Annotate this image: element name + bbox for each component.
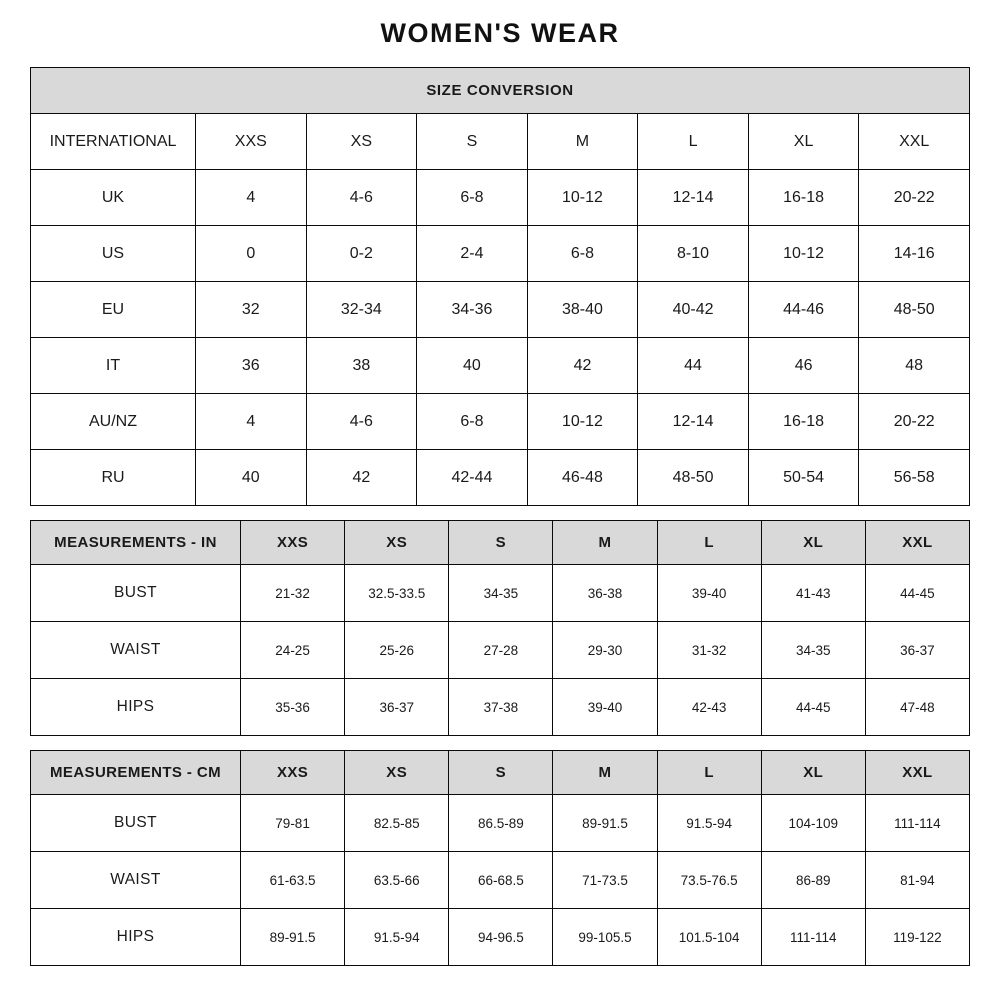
table-cell: 89-91.5 xyxy=(553,795,657,852)
table-cell: 34-35 xyxy=(449,565,553,622)
table-cell: 40-42 xyxy=(638,282,749,338)
table-row xyxy=(31,282,970,338)
table-cell: 27-28 xyxy=(449,622,553,679)
column-header: XL xyxy=(761,751,865,795)
table-cell: 12-14 xyxy=(638,394,749,450)
table-cell: 32-34 xyxy=(306,282,417,338)
table-cell: 2-4 xyxy=(417,226,528,282)
table-cell: 40 xyxy=(196,450,307,506)
table-cell: 104-109 xyxy=(761,795,865,852)
measurements-in-table xyxy=(30,520,970,736)
table-cell: 36-38 xyxy=(553,565,657,622)
table-cell: 66-68.5 xyxy=(449,852,553,909)
table-cell: 61-63.5 xyxy=(241,852,345,909)
table-cell: 6-8 xyxy=(417,394,528,450)
table-cell: 44-45 xyxy=(865,565,969,622)
table-cell: 71-73.5 xyxy=(553,852,657,909)
column-header: L xyxy=(657,751,761,795)
table-cell: 16-18 xyxy=(748,394,859,450)
table-cell: 99-105.5 xyxy=(553,909,657,966)
table-cell: 48-50 xyxy=(638,450,749,506)
table-cell: 111-114 xyxy=(761,909,865,966)
table-cell: 42-43 xyxy=(657,679,761,736)
measurements-cm-title: MEASUREMENTS - CM xyxy=(31,751,241,795)
table-cell: 44-46 xyxy=(748,282,859,338)
table-row xyxy=(31,170,970,226)
table-cell: 29-30 xyxy=(553,622,657,679)
table-cell: 6-8 xyxy=(527,226,638,282)
table-cell: 42 xyxy=(306,450,417,506)
table-cell: 34-35 xyxy=(761,622,865,679)
table-cell: 16-18 xyxy=(748,170,859,226)
table-cell: 39-40 xyxy=(657,565,761,622)
table-cell: 91.5-94 xyxy=(345,909,449,966)
table-cell: 44 xyxy=(638,338,749,394)
table-row xyxy=(31,679,970,736)
table-cell: 6-8 xyxy=(417,170,528,226)
table-cell: 44-45 xyxy=(761,679,865,736)
measurements-in-title: MEASUREMENTS - IN xyxy=(31,521,241,565)
table-cell: 89-91.5 xyxy=(241,909,345,966)
table-cell: 86-89 xyxy=(761,852,865,909)
column-header: L xyxy=(657,521,761,565)
column-header: XXS xyxy=(241,751,345,795)
column-header: INTERNATIONAL xyxy=(31,114,196,170)
table-row xyxy=(31,226,970,282)
size-conversion-banner: SIZE CONVERSION xyxy=(31,68,970,114)
table-cell: 91.5-94 xyxy=(657,795,761,852)
table-cell: 4-6 xyxy=(306,394,417,450)
table-cell: 50-54 xyxy=(748,450,859,506)
table-row xyxy=(31,450,970,506)
table-row xyxy=(31,622,970,679)
table-cell: 42 xyxy=(527,338,638,394)
table-cell: 32 xyxy=(196,282,307,338)
row-label: HIPS xyxy=(31,679,241,736)
table-cell: 48 xyxy=(859,338,970,394)
table-cell: 20-22 xyxy=(859,394,970,450)
table-row xyxy=(31,338,970,394)
table-cell: 4-6 xyxy=(306,170,417,226)
table-cell: 10-12 xyxy=(527,394,638,450)
table-cell: 73.5-76.5 xyxy=(657,852,761,909)
row-label: BUST xyxy=(31,795,241,852)
table-row xyxy=(31,114,970,170)
table-cell: 38 xyxy=(306,338,417,394)
table-row xyxy=(31,521,970,565)
table-cell: 36 xyxy=(196,338,307,394)
table-cell: 56-58 xyxy=(859,450,970,506)
page-title: WOMEN'S WEAR xyxy=(380,18,620,48)
table-cell: 101.5-104 xyxy=(657,909,761,966)
row-label: RU xyxy=(31,450,196,506)
table-cell: 21-32 xyxy=(241,565,345,622)
table-cell: 34-36 xyxy=(417,282,528,338)
table-cell: 94-96.5 xyxy=(449,909,553,966)
table-cell: 41-43 xyxy=(761,565,865,622)
table-cell: 38-40 xyxy=(527,282,638,338)
table-cell: 40 xyxy=(417,338,528,394)
column-header: XS xyxy=(306,114,417,170)
table-cell: 8-10 xyxy=(638,226,749,282)
size-conversion-table xyxy=(30,67,970,506)
row-label: UK xyxy=(31,170,196,226)
table-cell: 119-122 xyxy=(865,909,969,966)
table-cell: 25-26 xyxy=(345,622,449,679)
column-header: XXS xyxy=(196,114,307,170)
row-label: BUST xyxy=(31,565,241,622)
table-cell: 36-37 xyxy=(345,679,449,736)
row-label: WAIST xyxy=(31,852,241,909)
column-header: S xyxy=(449,751,553,795)
row-label: WAIST xyxy=(31,622,241,679)
table-cell: 10-12 xyxy=(748,226,859,282)
row-label: IT xyxy=(31,338,196,394)
table-cell: 20-22 xyxy=(859,170,970,226)
table-cell: 12-14 xyxy=(638,170,749,226)
column-header: XXL xyxy=(859,114,970,170)
column-header: M xyxy=(527,114,638,170)
table-cell: 39-40 xyxy=(553,679,657,736)
row-label: US xyxy=(31,226,196,282)
table-cell: 37-38 xyxy=(449,679,553,736)
table-cell: 0-2 xyxy=(306,226,417,282)
column-header: S xyxy=(417,114,528,170)
measurements-cm-table xyxy=(30,750,970,966)
table-cell: 63.5-66 xyxy=(345,852,449,909)
column-header: XXL xyxy=(865,521,969,565)
table-cell: 0 xyxy=(196,226,307,282)
column-header: S xyxy=(449,521,553,565)
row-label: EU xyxy=(31,282,196,338)
column-header: XXL xyxy=(865,751,969,795)
table-cell: 32.5-33.5 xyxy=(345,565,449,622)
column-header: L xyxy=(638,114,749,170)
column-header: XXS xyxy=(241,521,345,565)
column-header: XS xyxy=(345,521,449,565)
table-row xyxy=(31,565,970,622)
table-cell: 111-114 xyxy=(865,795,969,852)
table-cell: 36-37 xyxy=(865,622,969,679)
table-cell: 4 xyxy=(196,394,307,450)
table-cell: 35-36 xyxy=(241,679,345,736)
column-header: XL xyxy=(748,114,859,170)
table-cell: 46-48 xyxy=(527,450,638,506)
table-row xyxy=(31,751,970,795)
table-cell: 24-25 xyxy=(241,622,345,679)
row-label: AU/NZ xyxy=(31,394,196,450)
table-row xyxy=(31,394,970,450)
table-cell: 46 xyxy=(748,338,859,394)
column-header: XL xyxy=(761,521,865,565)
table-row xyxy=(31,795,970,852)
column-header: M xyxy=(553,521,657,565)
table-cell: 14-16 xyxy=(859,226,970,282)
table-cell: 31-32 xyxy=(657,622,761,679)
table-cell: 48-50 xyxy=(859,282,970,338)
table-cell: 47-48 xyxy=(865,679,969,736)
table-cell: 81-94 xyxy=(865,852,969,909)
table-cell: 79-81 xyxy=(241,795,345,852)
table-cell: 86.5-89 xyxy=(449,795,553,852)
table-cell: 82.5-85 xyxy=(345,795,449,852)
table-cell: 4 xyxy=(196,170,307,226)
row-label: HIPS xyxy=(31,909,241,966)
column-header: M xyxy=(553,751,657,795)
table-row xyxy=(31,909,970,966)
table-cell: 10-12 xyxy=(527,170,638,226)
table-row xyxy=(31,852,970,909)
table-cell: 42-44 xyxy=(417,450,528,506)
column-header: XS xyxy=(345,751,449,795)
table-row xyxy=(31,68,970,114)
